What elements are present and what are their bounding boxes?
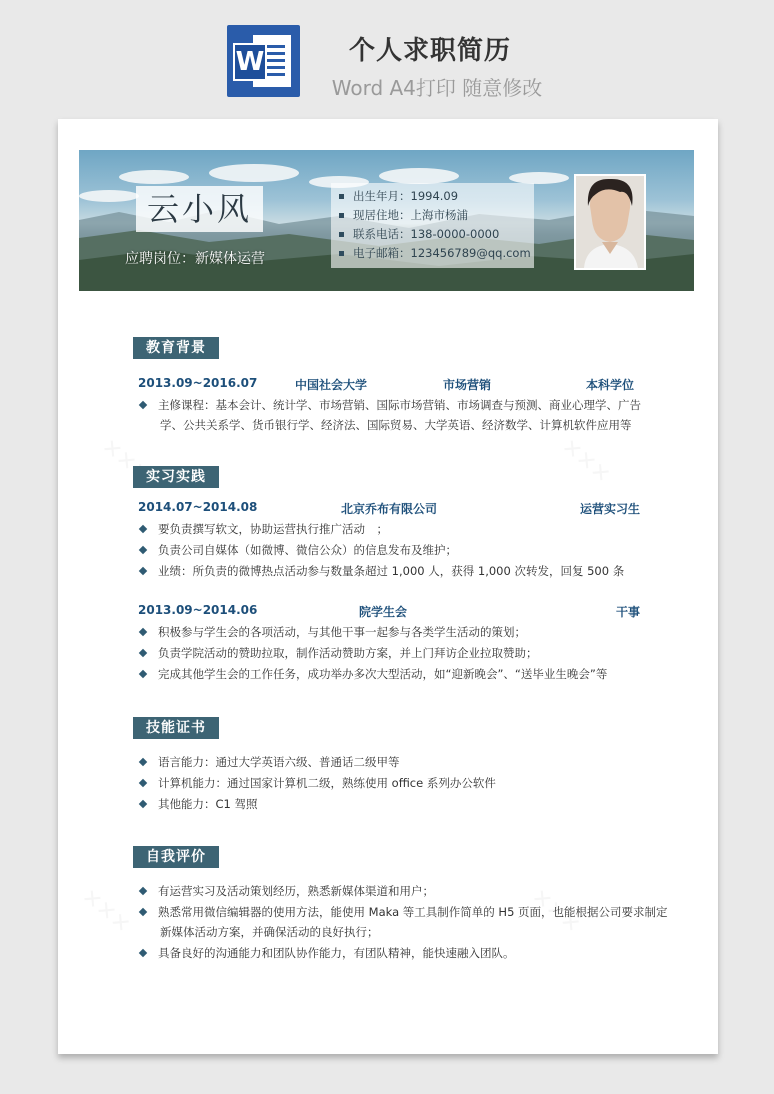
list-item-continuation: 新媒体活动方案，并确保活动的良好执行； [160,925,379,939]
list-item: 业绩：所负责的微博热点活动参与数量条超过 1,000 人，获得 1,000 次转发，回复 500 条 [140,563,624,579]
list-item: 负责公司自媒体（如微博、微信公众）的信息发布及维护； [140,542,457,558]
list-item: 其他能力：C1 驾照 [140,796,258,812]
list-item: 具备良好的沟通能力和团队协作能力，有团队精神，能快速融入团队。 [140,945,515,961]
list-item: 完成其他学生会的工作任务，成功举办多次大型活动，如“迎新晚会”、“送毕业生晚会”等 [140,666,607,682]
candidate-name: 云小风 [136,186,263,232]
avatar [574,174,646,270]
list-item-continuation: 学、公共关系学、货币银行学、经济法、国际贸易、大学英语、经济数学、计算机软件应用等 [160,418,632,432]
watermark [76,884,134,939]
list-item: 有运营实习及活动策划经历，熟悉新媒体渠道和用户； [140,883,434,899]
info-email: 电子邮箱：123456789@qq.com [339,245,531,261]
practice-date: 2013.09~2014.06 [138,603,258,617]
list-item: 要负责撰写软文，协助运营执行推广活动 ； [140,521,388,537]
practice-org: 院学生会 [359,605,408,619]
info-birth: 出生年月：1994.09 [339,188,458,204]
practice-role: 干事 [616,605,641,619]
practice-org: 北京乔布有限公司 [341,502,438,516]
info-phone: 联系电话：138-0000-0000 [339,226,499,242]
list-item: 语言能力：通过大学英语六级、普通话二级甲等 [140,754,400,770]
list-item: 熟悉常用微信编辑器的使用方法，能使用 Maka 等工具制作简单的 H5 页面，也能根据公司要求制定 [140,904,668,920]
list-item: 主修课程：基本会计、统计学、市场营销、国际市场营销、市场调查与预测、商业心理学、广告 [140,397,641,413]
list-item: 负责学院活动的赞助拉取，制作活动赞助方案，并上门拜访企业拉取赞助； [140,645,538,661]
education-degree: 本科学位 [586,378,635,392]
resume-paper [58,119,718,1054]
info-location: 现居住地：上海市杨浦 [339,207,468,223]
practice-date: 2014.07~2014.08 [138,500,258,514]
list-item: 积极参与学生会的各项活动，与其他干事一起参与各类学生活动的策划； [140,624,526,640]
word-logo-icon [227,25,300,97]
list-item: 计算机能力：通过国家计算机二级，熟练使用 office 系列办公软件 [140,775,496,791]
section-title-self: 自我评价 [133,846,219,868]
section-title-skills: 技能证书 [133,717,219,739]
contact-info-box [331,183,534,268]
section-title-education: 教育背景 [133,337,219,359]
education-major: 市场营销 [443,378,492,392]
page-subtitle: Word A4打印 随意修改 [331,76,543,100]
education-school: 中国社会大学 [295,378,368,392]
page-title: 个人求职简历 [348,36,511,66]
page-banner [0,0,774,118]
profile-header [79,150,694,291]
education-date: 2013.09~2016.07 [138,376,258,390]
practice-role: 运营实习生 [580,502,641,516]
section-title-practice: 实习实践 [133,466,219,488]
target-position: 应聘岗位：新媒体运营 [125,251,265,267]
word-logo-letter: W [233,43,267,81]
watermark [556,434,614,489]
